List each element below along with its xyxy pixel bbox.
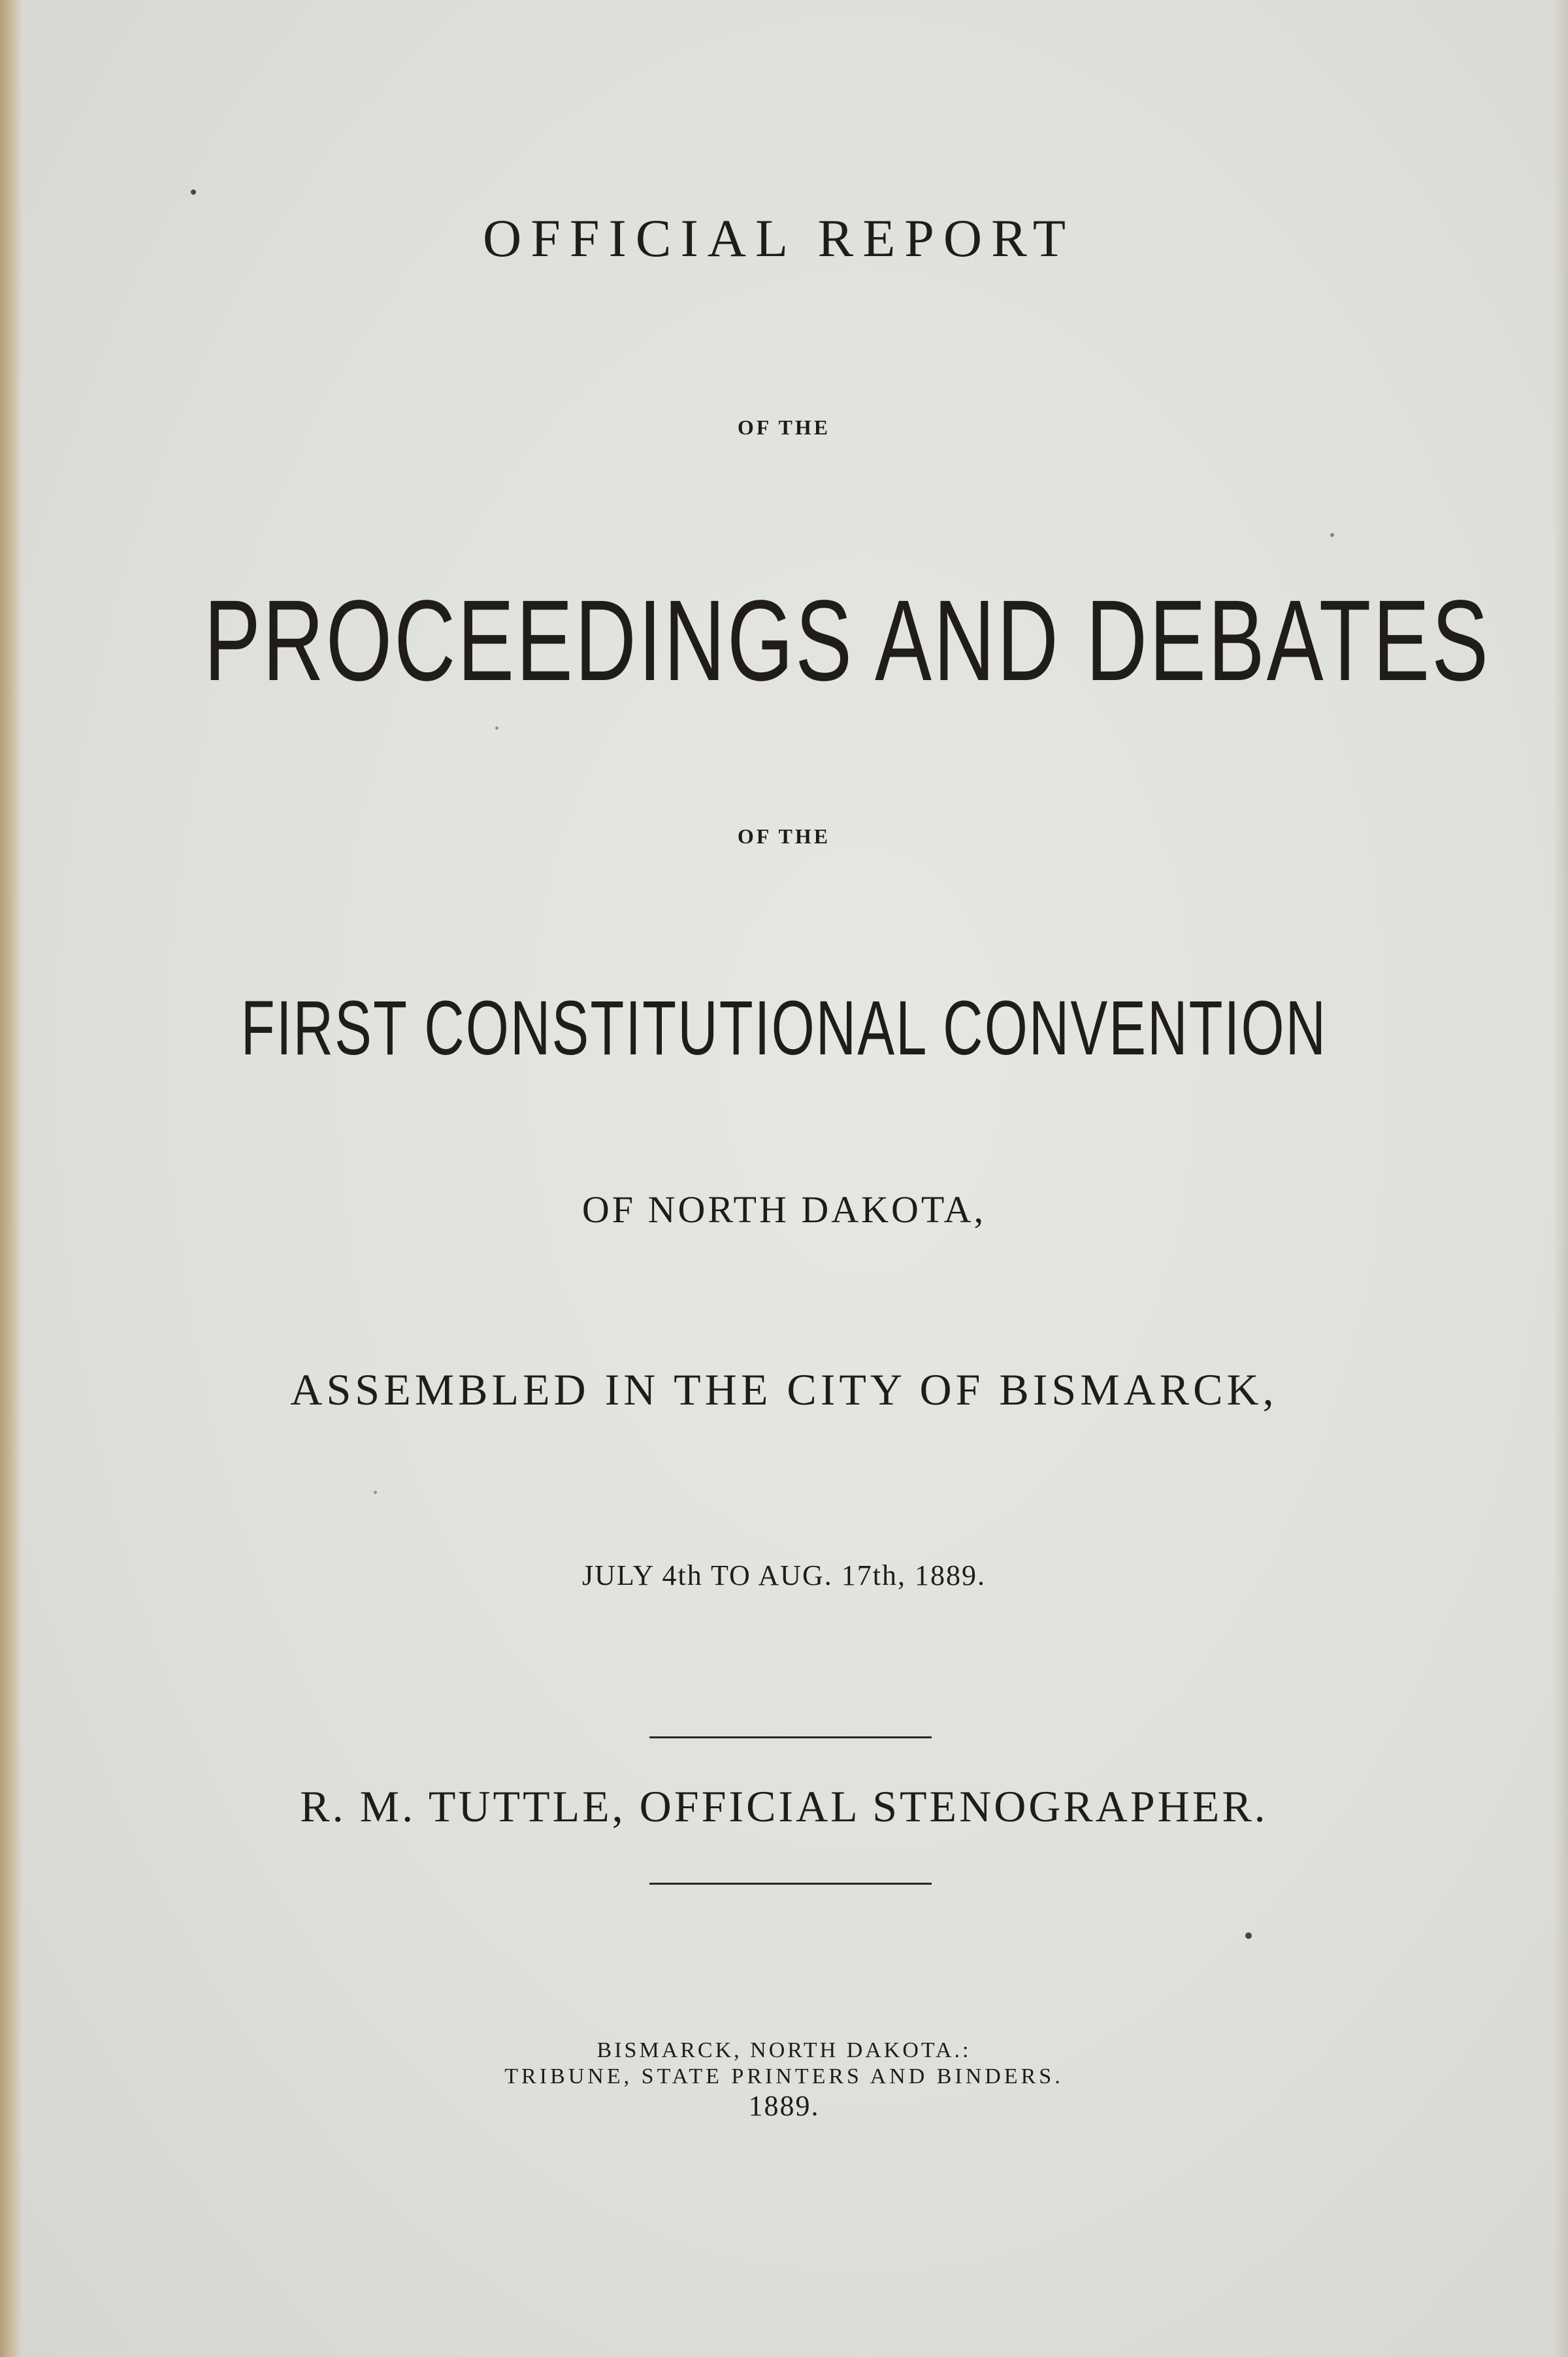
main-title: PROCEEDINGS AND DEBATES: [204, 577, 1491, 705]
state-line: OF NORTH DAKOTA,: [581, 1188, 987, 1231]
connector-of-the-2: OF THE: [737, 824, 831, 848]
paper-speck: [191, 189, 196, 195]
convention-title: FIRST CONSTITUTIONAL CONVENTION: [240, 985, 1328, 1071]
paper-speck: [374, 1491, 377, 1494]
imprint-printer: TRIBUNE, STATE PRINTERS AND BINDERS.: [504, 2064, 1064, 2089]
page-edge-right: [1554, 0, 1568, 2357]
paper-speck: [495, 726, 498, 730]
assembled-line: ASSEMBLED IN THE CITY OF BISMARCK,: [290, 1365, 1278, 1414]
dates-line: JULY 4th TO AUG. 17th, 1889.: [582, 1559, 986, 1591]
imprint-place: BISMARCK, NORTH DAKOTA.:: [596, 2038, 972, 2062]
paper-speck: [1245, 1932, 1252, 1939]
divider-top: [649, 1736, 932, 1738]
connector-of-the-1: OF THE: [737, 415, 831, 439]
page-edge-left: [0, 0, 22, 2357]
divider-bottom: [649, 1883, 932, 1885]
report-header: OFFICIAL REPORT: [483, 208, 1075, 268]
paper-speck: [1330, 533, 1334, 537]
stenographer-line: R. M. TUTTLE, OFFICIAL STENOGRAPHER.: [300, 1781, 1268, 1831]
imprint-year: 1889.: [748, 2090, 820, 2122]
